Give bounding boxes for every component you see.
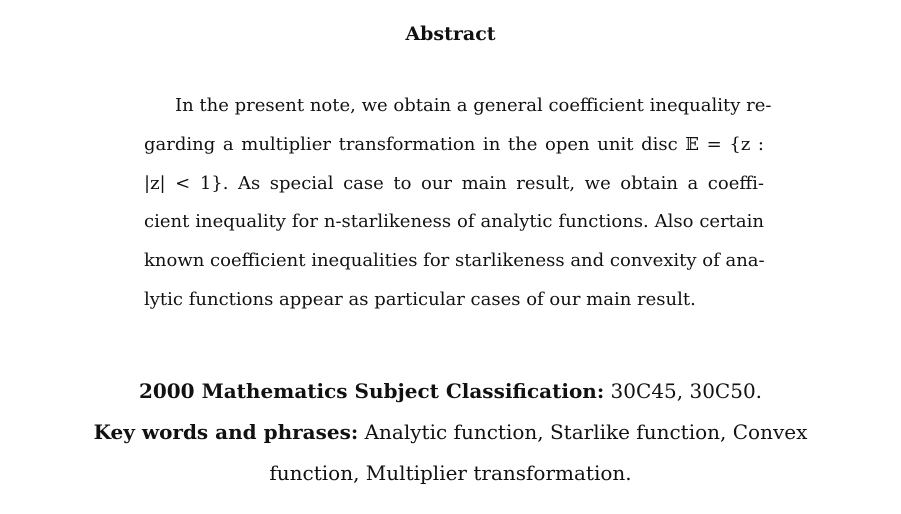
- keywords-line-1: [0, 412, 901, 453]
- abstract-line-1: In the present note, we obtain a general coefficient inequality re-: [175, 95, 772, 116]
- abstract-heading: Abstract: [405, 23, 496, 45]
- abstract-line-3: |z| < 1}. As special case to our main result, we obtain a coeffi-: [144, 172, 764, 194]
- abstract-line-6: lytic functions appear as particular cases of our main result.: [144, 288, 696, 310]
- keywords-value-1: Analytic function, Starlike function, Convex: [358, 420, 808, 444]
- abstract-line-2: garding a multiplier transformation in the open unit disc 𝔼 = {z :: [144, 133, 764, 155]
- abstract-line-5: known coefficient inequalities for starlikeness and convexity of ana-: [144, 250, 765, 272]
- keywords-line-2: function, Multiplier transformation.: [269, 461, 632, 485]
- abstract-line-4: cient inequality for n-starlikeness of analytic functions. Also certain: [144, 211, 764, 233]
- subject-classification: [0, 371, 901, 412]
- keywords-label: Key words and phrases:: [93, 420, 359, 444]
- subject-classification-label: 2000 Mathematics Subject Classification:: [138, 379, 605, 403]
- paper-metadata: [0, 371, 901, 494]
- subject-classification-value: 30C45, 30C50.: [604, 379, 763, 403]
- abstract-body: [144, 87, 772, 320]
